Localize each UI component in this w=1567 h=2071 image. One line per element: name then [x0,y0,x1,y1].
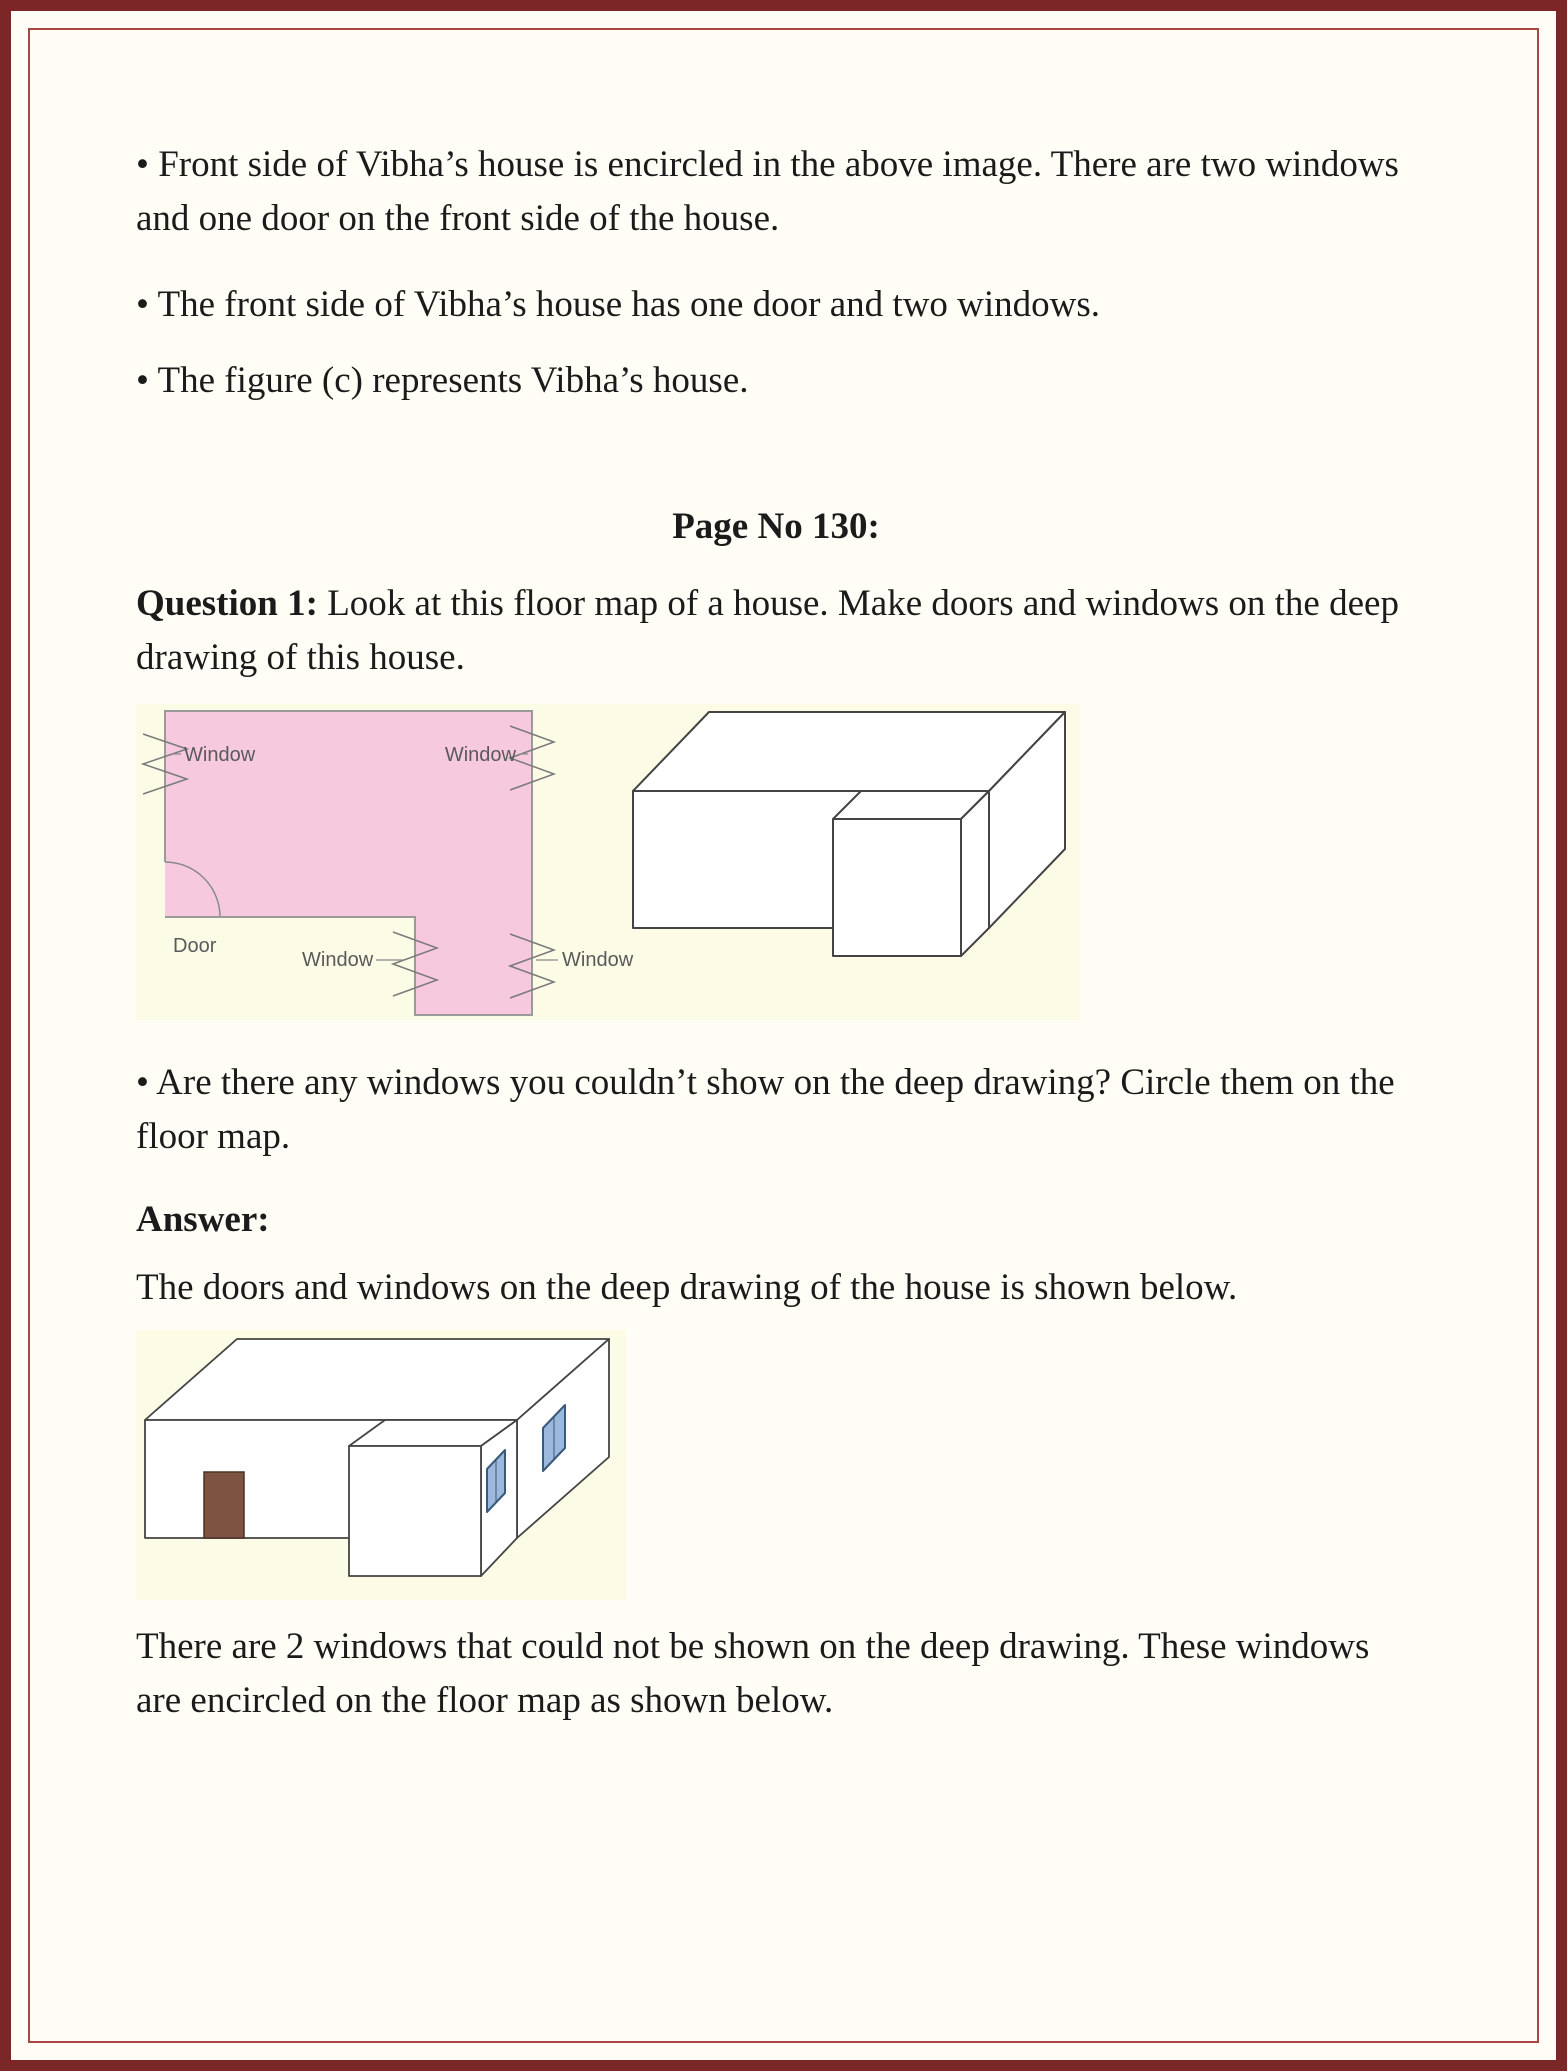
answer-label: Answer: [136,1198,270,1240]
answer-house-extension-front-face [349,1446,481,1576]
deep-drawing-extension-front-face [833,819,961,956]
answer-note-text: There are 2 windows that could not be shown on the deep drawing. These windows are encircled on the floor map as shown below. [136,1626,1370,1721]
page-number-heading: Page No 130: [672,505,880,547]
figure-answer-house-drawing [136,1330,626,1600]
window-label-bottom: Window [302,949,374,972]
page-content [11,11,1556,1727]
bullet-figure-c: • The figure (c) represents Vibha’s house. [136,359,749,401]
question-1 [136,577,1416,684]
window-label-top-left: Window [184,744,256,767]
bullet-front-side-door-windows: • The front side of Vibha’s house has one door and two windows. [136,284,1101,326]
door-label: Door [173,935,217,958]
question-1-text: Look at this floor map of a house. Make doors and windows on the deep drawing of this house. [136,583,1399,678]
answer-house-figure-svg [136,1330,626,1600]
answer-house-door [204,1472,244,1538]
floor-map-figure-svg [136,704,1080,1020]
bullet-circle-windows-question: • Are there any windows you couldn’t show on the deep drawing? Circle them on the floor map. [136,1062,1395,1158]
question-1-label: Question 1: [136,583,318,625]
deep-drawing-extension-east-face [961,791,989,956]
answer-intro-text: The doors and windows on the deep drawing of the house is shown below. [136,1267,1238,1309]
figure-floor-map-and-deep-drawing [136,704,1080,1020]
window-label-right: Window [562,949,634,972]
bullet-front-side-encircled: • Front side of Vibha’s house is encircled in the above image. There are two windows and one door on the front side of the house. [136,144,1399,239]
window-label-top-right: Window [444,744,516,767]
